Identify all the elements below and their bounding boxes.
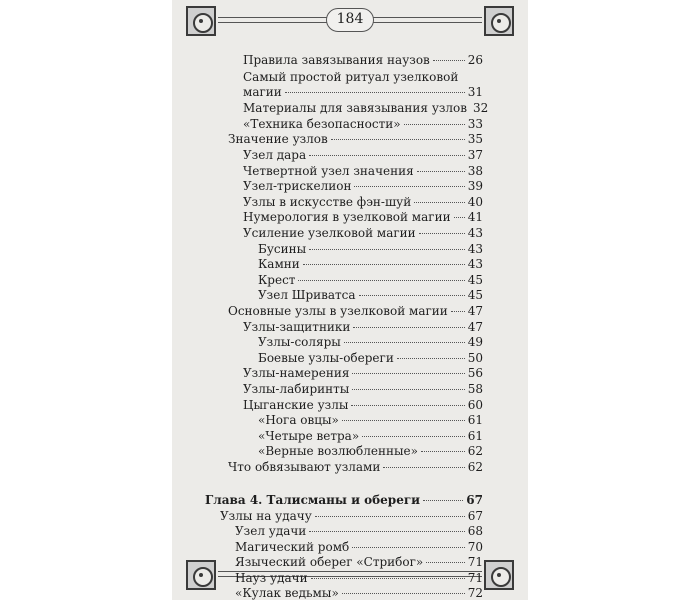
toc-entry: Узлы-намерения 56 — [243, 366, 483, 380]
toc-entry: Узлы в искусстве фэн-шуй 40 — [243, 195, 483, 209]
toc-entry: «Нога овцы» 61 — [258, 413, 483, 427]
corner-ornament-icon — [484, 6, 514, 36]
toc-entry: Четвертной узел значения 38 — [243, 164, 483, 178]
toc-entry: Основные узлы в узелковой магии 47 — [228, 304, 483, 318]
toc-entry: Бусины 43 — [258, 242, 483, 256]
corner-ornament-icon — [484, 560, 514, 590]
toc-entry: Узел Шриватса 45 — [258, 288, 483, 302]
toc-entry: «Кулак ведьмы» 72 — [235, 586, 483, 600]
toc-entry: «Техника безопасности» 33 — [243, 117, 483, 131]
toc-entry: магии 31 — [243, 85, 483, 99]
toc-entry: Узел дара 37 — [243, 148, 483, 162]
toc-entry: Узлы-защитники 47 — [243, 320, 483, 334]
toc-entry: Крест 45 — [258, 273, 483, 287]
toc-entry: Узел-трискелион 39 — [243, 179, 483, 193]
toc-entry: «Верные возлюбленные» 62 — [258, 444, 483, 458]
toc-entry: Цыганские узлы 60 — [243, 398, 483, 412]
toc-entry: Нумерология в узелковой магии 41 — [243, 210, 483, 224]
toc-entry: Правила завязывания наузов 26 — [243, 53, 483, 67]
corner-ornament-icon — [186, 6, 216, 36]
toc-entry: Узлы на удачу 67 — [220, 509, 483, 523]
toc-entry: Значение узлов 35 — [228, 132, 483, 146]
toc-entry: Материалы для завязывания узлов 32 — [243, 101, 489, 115]
toc-entry: Магический ромб 70 — [235, 540, 483, 554]
toc-entry: Узлы-лабиринты 58 — [243, 382, 483, 396]
page-number: 184 — [326, 8, 374, 32]
toc-entry: Камни 43 — [258, 257, 483, 271]
toc-entry: Что обвязывают узлами 62 — [228, 460, 483, 474]
corner-ornament-icon — [186, 560, 216, 590]
toc-entry: Языческий оберег «Стрибог» 71 — [235, 555, 483, 569]
toc-entry: Науз удачи 71 — [235, 571, 483, 585]
toc-entry: Самый простой ритуал узелковой — [243, 70, 459, 84]
toc-entry: Усиление узелковой магии 43 — [243, 226, 483, 240]
toc-entry: Узел удачи 68 — [235, 524, 483, 538]
toc-entry: Узлы-соляры 49 — [258, 335, 483, 349]
toc-chapter-entry: Глава 4. Талисманы и обереги 67 — [205, 493, 483, 507]
toc-entry: «Четыре ветра» 61 — [258, 429, 483, 443]
toc-entry: Боевые узлы-обереги 50 — [258, 351, 483, 365]
